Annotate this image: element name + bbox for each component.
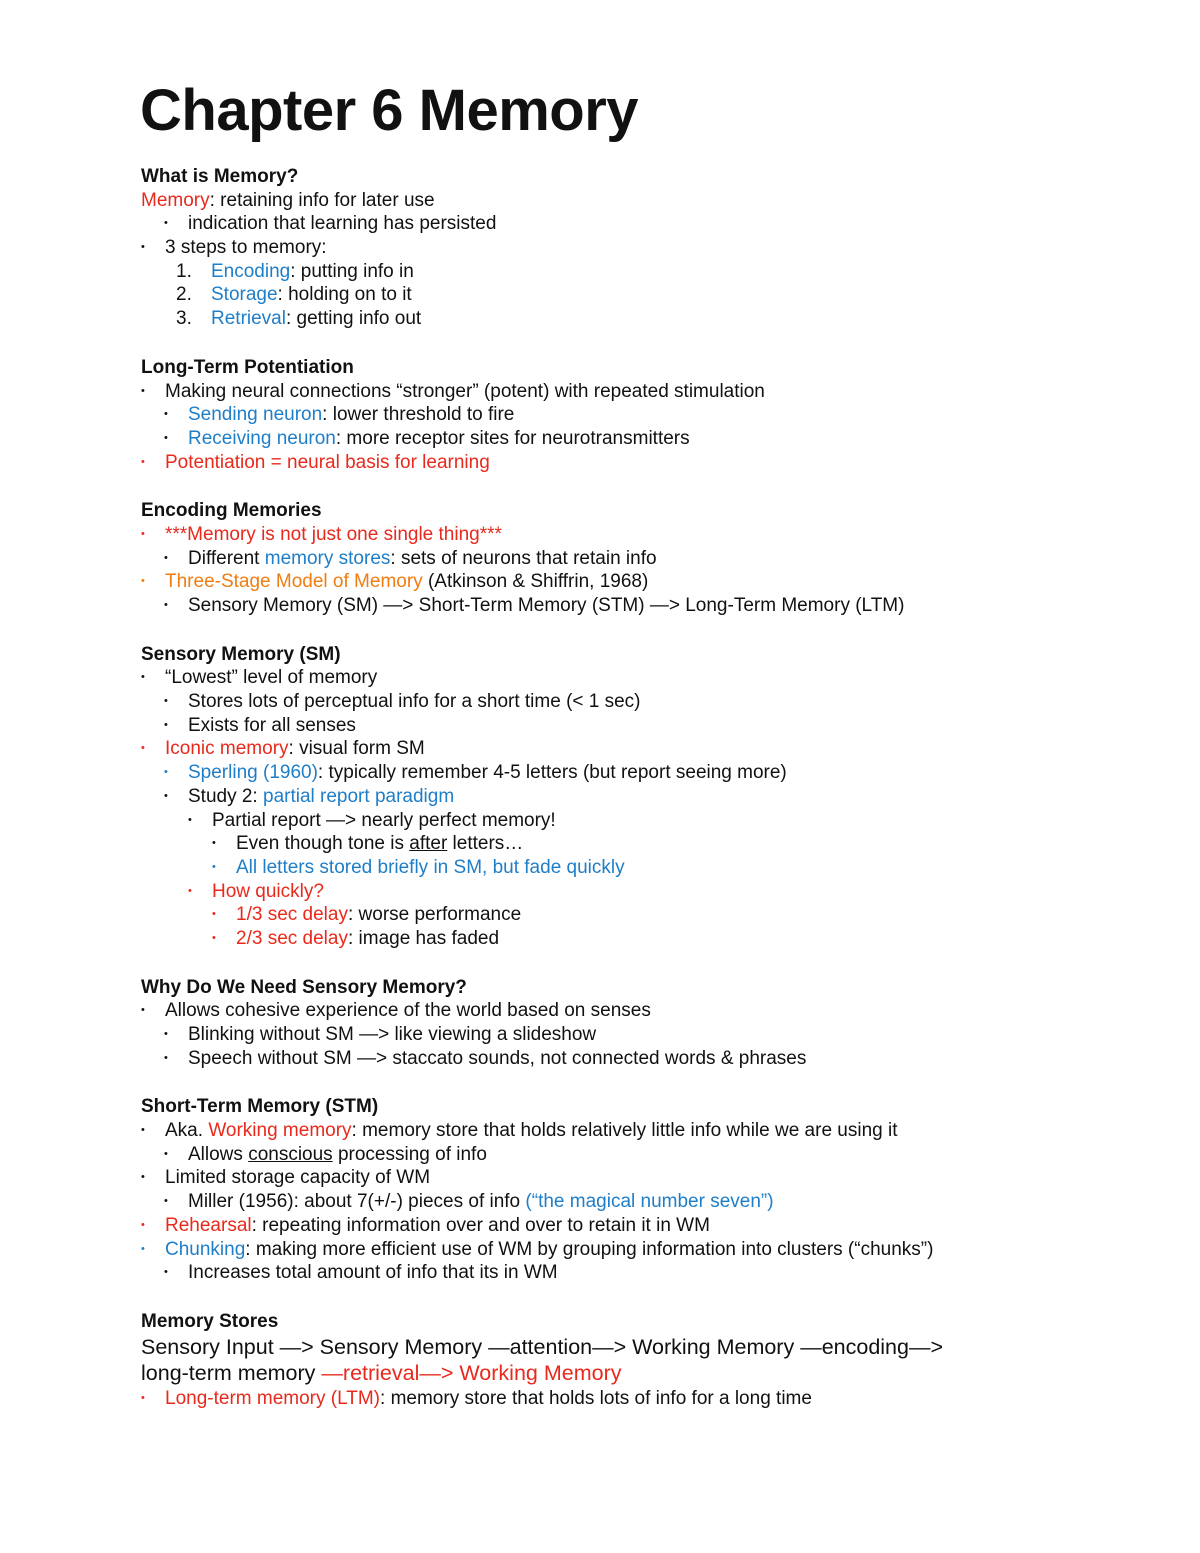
bullet-icon: • — [141, 1171, 145, 1184]
list-item — [141, 403, 1141, 427]
bullet-icon: • — [164, 1195, 168, 1208]
text-run: Allows cohesive experience of the world based on senses — [165, 1000, 651, 1022]
highlighted-term: Sperling (1960) — [188, 762, 318, 784]
bullet-icon: • — [164, 695, 168, 708]
list-item — [141, 690, 1141, 714]
text-run: Blinking without SM —> like viewing a slideshow — [188, 1024, 597, 1045]
list-item — [141, 547, 1141, 571]
bullet-icon: • — [164, 1266, 168, 1279]
list-item — [141, 903, 1141, 927]
bullet-icon: • — [164, 217, 168, 230]
line-text — [211, 307, 421, 331]
text-run: (Atkinson & Shiffrin, 1968) — [422, 571, 649, 593]
section-spacer — [141, 1285, 1141, 1310]
text-run: : repeating information over and over to retain it in WM — [251, 1214, 710, 1236]
line-text — [165, 1119, 898, 1143]
line-text — [212, 809, 556, 833]
list-item — [141, 1166, 1141, 1190]
section-heading: What is Memory? — [141, 166, 299, 187]
section-heading: Memory Stores — [141, 1310, 279, 1332]
bullet-icon: • — [141, 455, 145, 468]
list-item — [141, 380, 1141, 404]
section-heading: Why Do We Need Sensory Memory? — [141, 976, 467, 998]
list-item — [141, 1261, 1141, 1285]
text-run: : getting info out — [285, 308, 422, 330]
text-run: indication that learning has persisted — [188, 213, 497, 235]
line-text — [165, 1166, 430, 1190]
document-title: Chapter 6 Memory — [140, 78, 639, 143]
text-run: letters… — [447, 833, 524, 855]
line-text — [141, 189, 435, 213]
underlined-text: conscious — [248, 1143, 333, 1165]
text-run: “Lowest” level of memory — [165, 667, 378, 689]
line-text — [212, 880, 324, 904]
list-item — [141, 880, 1141, 904]
list-item — [141, 1190, 1141, 1214]
list-item — [141, 1047, 1141, 1071]
bullet-icon: • — [212, 931, 216, 944]
list-item — [141, 1143, 1141, 1167]
highlighted-term: Potentiation = neural basis for learning — [165, 451, 490, 473]
list-number: 3. — [176, 308, 192, 330]
text-run: Speech without SM —> staccato sounds, not connected words & phrases — [188, 1047, 807, 1069]
highlighted-term: Long-term memory (LTM) — [165, 1387, 381, 1409]
text-run: : sets of neurons that retain info — [390, 547, 657, 569]
text-run: : memory store that holds lots of info for a long time — [380, 1387, 812, 1409]
bullet-icon: • — [141, 384, 145, 397]
section-spacer — [141, 1070, 1141, 1095]
line-text — [188, 1047, 806, 1071]
bullet-icon: • — [141, 671, 145, 684]
text-run: Even though tone is — [236, 833, 410, 855]
line-text — [188, 403, 514, 427]
line-text — [141, 1334, 943, 1361]
bullet-icon: • — [141, 1218, 145, 1231]
list-item — [141, 307, 1141, 331]
bullet-icon: • — [212, 860, 216, 873]
text-run: Allows — [188, 1143, 249, 1165]
text-run: Sensory Input —> Sensory Memory —attention—> Working Memory —encoding—> — [141, 1334, 944, 1359]
list-item — [141, 570, 1141, 594]
text-run: Miller (1956): about 7(+/-) pieces of info — [188, 1191, 526, 1213]
line-text — [188, 1190, 774, 1214]
section-heading: Sensory Memory (SM) — [141, 643, 341, 665]
text-run: : worse performance — [347, 904, 522, 926]
bullet-icon: • — [141, 1004, 145, 1017]
line-text — [188, 212, 496, 236]
highlighted-term: Memory — [141, 189, 210, 211]
text-run: : memory store that holds relatively little info while we are using it — [351, 1120, 898, 1142]
text-run: 3 steps to memory: — [165, 237, 327, 259]
bullet-icon: • — [188, 884, 192, 897]
line-text — [188, 1261, 558, 1285]
text-run: : lower threshold to fire — [322, 404, 515, 426]
highlighted-term: Storage — [211, 284, 278, 306]
list-item — [141, 236, 1141, 260]
bullet-icon: • — [164, 789, 168, 802]
highlighted-term: partial report paradigm — [263, 785, 455, 807]
list-item — [141, 737, 1141, 761]
text-run: : holding on to it — [277, 284, 412, 306]
line-text — [165, 236, 327, 260]
list-item — [141, 212, 1141, 236]
line-text — [236, 832, 523, 856]
list-item — [141, 451, 1141, 475]
highlighted-term: Rehearsal — [165, 1214, 252, 1236]
list-item — [141, 260, 1141, 284]
bullet-icon: • — [164, 1147, 168, 1160]
list-item — [141, 809, 1141, 833]
section-spacer — [141, 618, 1141, 643]
text-run: Making neural connections “stronger” (potent) with repeated stimulation — [165, 380, 765, 402]
bullet-icon: • — [141, 1124, 145, 1137]
bullet-icon: • — [164, 766, 168, 779]
list-item — [141, 761, 1141, 785]
highlighted-term: Working memory — [208, 1120, 352, 1142]
list-item — [141, 1238, 1141, 1262]
line-text — [165, 1214, 710, 1238]
section-spacer — [141, 474, 1141, 499]
section-heading: Short-Term Memory (STM) — [141, 1096, 379, 1118]
list-item — [141, 666, 1141, 690]
list-item — [141, 714, 1141, 738]
bullet-icon: • — [164, 551, 168, 564]
line-text — [188, 785, 454, 809]
text-run: processing of info — [332, 1143, 487, 1165]
text-run: : retaining info for later use — [209, 189, 435, 211]
line-text — [236, 903, 521, 927]
list-item — [141, 832, 1141, 856]
text-line — [141, 1334, 1141, 1361]
list-number: 1. — [176, 260, 192, 282]
section-heading: Encoding Memories — [141, 500, 322, 522]
line-text — [188, 547, 657, 571]
text-run: long-term memory — [141, 1361, 322, 1386]
list-number: 2. — [176, 284, 192, 306]
list-item — [141, 999, 1141, 1023]
highlighted-term: 1/3 sec delay — [236, 904, 348, 926]
bullet-icon: • — [141, 1391, 145, 1404]
text-run: : making more efficient use of WM by grouping information into clusters (“chunks”) — [245, 1238, 934, 1260]
text-line — [141, 1360, 1141, 1387]
line-text — [188, 427, 690, 451]
line-text — [141, 1360, 621, 1387]
bullet-icon: • — [164, 431, 168, 444]
section-heading: Long-Term Potentiation — [141, 356, 354, 378]
bullet-icon: • — [164, 408, 168, 421]
highlighted-term: 2/3 sec delay — [236, 927, 348, 949]
list-item — [141, 1214, 1141, 1238]
line-text — [165, 1238, 933, 1262]
text-run: : typically remember 4-5 letters (but report seeing more) — [317, 762, 787, 784]
text-run: : putting info in — [290, 260, 414, 282]
list-item — [141, 283, 1141, 307]
line-text — [165, 380, 765, 404]
line-text — [165, 451, 490, 475]
line-text — [165, 570, 648, 594]
text-run: : more receptor sites for neurotransmitters — [335, 427, 690, 449]
section-spacer — [141, 331, 1141, 356]
text-run: : visual form SM — [288, 738, 425, 760]
line-text — [236, 856, 625, 880]
list-item — [141, 594, 1141, 618]
line-text — [165, 523, 502, 547]
line-text — [211, 283, 412, 307]
list-item — [141, 785, 1141, 809]
bullet-icon: • — [164, 1051, 168, 1064]
line-text — [188, 690, 641, 714]
line-text — [165, 999, 651, 1023]
text-run: Aka. — [165, 1120, 209, 1142]
bullet-icon: • — [141, 575, 145, 588]
text-line — [141, 189, 1141, 213]
text-run: : image has faded — [347, 927, 500, 949]
highlighted-term: Encoding — [211, 260, 291, 282]
line-text — [165, 737, 425, 761]
bullet-icon: • — [212, 837, 216, 850]
highlighted-term: Iconic memory — [165, 738, 289, 760]
text-run: Different — [188, 547, 265, 569]
bullet-icon: • — [141, 527, 145, 540]
text-run: Increases total amount of info that its in WM — [188, 1262, 558, 1284]
list-item — [141, 523, 1141, 547]
list-item — [141, 1387, 1141, 1411]
document-body — [141, 165, 1141, 1410]
highlighted-term: How quickly? — [212, 880, 324, 902]
text-run: Limited storage capacity of WM — [165, 1167, 431, 1189]
bullet-icon: • — [164, 1028, 168, 1040]
line-text — [165, 1387, 812, 1411]
highlighted-term: Sending neuron — [188, 404, 323, 426]
highlighted-term: memory stores — [264, 547, 391, 569]
text-run: Sensory Memory (SM) —> Short-Term Memory (STM) —> Long-Term Memory (LTM) — [188, 595, 905, 616]
text-run: Exists for all senses — [188, 714, 356, 736]
highlighted-term: ***Memory is not just one single thing*** — [165, 523, 502, 545]
underlined-text: after — [409, 833, 448, 855]
bullet-icon: • — [141, 742, 145, 755]
line-text — [188, 714, 356, 738]
line-text — [188, 761, 787, 785]
highlighted-term: All letters stored briefly in SM, but fade quickly — [236, 856, 625, 878]
section-spacer — [141, 951, 1141, 976]
list-item — [141, 927, 1141, 951]
text-run: Partial report —> nearly perfect memory! — [212, 809, 556, 831]
bullet-icon: • — [164, 718, 168, 731]
line-text — [188, 1023, 596, 1047]
bullet-icon: • — [141, 1242, 145, 1255]
line-text — [188, 594, 904, 618]
list-item — [141, 1119, 1141, 1143]
list-item — [141, 856, 1141, 880]
text-run: Stores lots of perceptual info for a short time (< 1 sec) — [188, 691, 641, 713]
line-text — [165, 666, 377, 690]
bullet-icon: • — [164, 599, 168, 611]
list-item — [141, 1023, 1141, 1047]
list-item — [141, 427, 1141, 451]
bullet-icon: • — [188, 813, 192, 826]
line-text — [211, 260, 414, 284]
highlighted-term: Retrieval — [211, 308, 286, 330]
highlighted-term: (“the magical number seven”) — [525, 1191, 774, 1213]
line-text — [188, 1143, 487, 1167]
highlighted-term: —retrieval—> Working Memory — [321, 1361, 622, 1386]
highlighted-term: Chunking — [165, 1238, 246, 1260]
text-run: Study 2: — [188, 785, 263, 807]
bullet-icon: • — [141, 241, 145, 254]
highlighted-term: Three-Stage Model of Memory — [165, 571, 423, 593]
line-text — [236, 927, 499, 951]
highlighted-term: Receiving neuron — [188, 427, 336, 449]
bullet-icon: • — [212, 908, 216, 921]
